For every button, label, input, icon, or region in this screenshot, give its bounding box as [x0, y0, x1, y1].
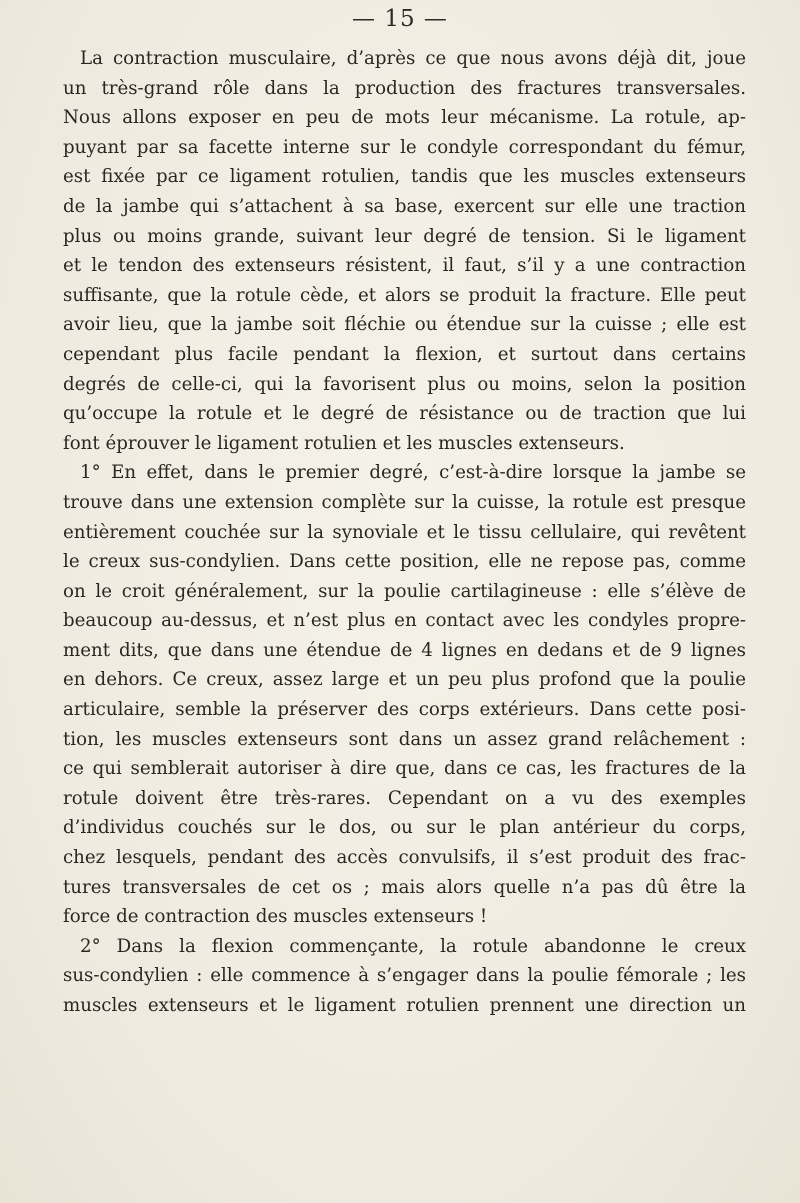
text-line: Nous allons exposer en peu de mots leur mécanisme. La rotule, ap- [63, 107, 746, 129]
text-line: avoir lieu, que la jambe soit fléchie ou étendue sur la cuisse ; elle est [63, 314, 746, 336]
page-number: — 15 — [352, 6, 448, 32]
text-line: chez lesquels, pendant des accès convulsifs, il s’est produit des frac- [63, 847, 746, 869]
text-line: force de contraction des muscles extenseurs ! [63, 906, 488, 928]
body-text [63, 44, 746, 1021]
text-line: La contraction musculaire, d’après ce que nous avons déjà dit, joue [80, 48, 746, 69]
text-line: ce qui semblerait autoriser à dire que, dans ce cas, les fractures de la [63, 758, 746, 780]
text-line: de la jambe qui s’attachent à sa base, exercent sur elle une traction [63, 195, 746, 217]
text-line: muscles extenseurs et le ligament rotulien prennent une direction un [63, 995, 746, 1016]
text-line: tures transversales de cet os ; mais alors quelle n’a pas dû être la [63, 876, 746, 898]
text-line: cependant plus facile pendant la flexion, et surtout dans certains [63, 343, 746, 365]
text-line: et le tendon des extenseurs résistent, il faut, s’il y a une contraction [63, 255, 746, 277]
text-line: ment dits, que dans une étendue de 4 lignes en dedans et de 9 lignes [63, 639, 746, 661]
text-line: entièrement couchée sur la synoviale et le tissu cellulaire, qui revêtent [63, 521, 746, 543]
text-line: qu’occupe la rotule et le degré de résistance ou de traction que lui [63, 403, 746, 425]
text-line: le creux sus-condylien. Dans cette position, elle ne repose pas, comme [63, 551, 746, 573]
text-line: en dehors. Ce creux, assez large et un peu plus profond que la poulie [63, 669, 746, 691]
text-line: 1° En effet, dans le premier degré, c’est-à-dire lorsque la jambe se [80, 462, 746, 484]
text-line: d’individus couchés sur le dos, ou sur le plan antérieur du corps, [63, 817, 746, 839]
text-line: beaucoup au-dessus, et n’est plus en contact avec les condyles propre- [63, 610, 746, 632]
text-line: on le croit généralement, sur la poulie cartilagineuse : elle s’élève de [63, 580, 746, 602]
text-line: puyant par sa facette interne sur le condyle correspondant du fémur, [63, 136, 746, 158]
text-line: trouve dans une extension complète sur la cuisse, la rotule est presque [63, 491, 746, 513]
text-line: un très-grand rôle dans la production des fractures transversales. [63, 77, 746, 99]
text-line: suffisante, que la rotule cède, et alors se produit la fracture. Elle peut [63, 284, 746, 306]
text-line: plus ou moins grande, suivant leur degré de tension. Si le ligament [63, 225, 746, 247]
text-line: rotule doivent être très-rares. Cependant on a vu des exemples [63, 787, 746, 809]
text-line: degrés de celle-ci, qui la favorisent plus ou moins, selon la position [63, 373, 746, 395]
text-line: est fixée par ce ligament rotulien, tandis que les muscles extenseurs [63, 166, 746, 188]
text-line: articulaire, semble la préserver des corps extérieurs. Dans cette posi- [63, 699, 746, 721]
text-line: tion, les muscles extenseurs sont dans un assez grand relâchement : [63, 728, 746, 750]
text-line: font éprouver le ligament rotulien et les muscles extenseurs. [63, 432, 625, 454]
text-line: 2° Dans la flexion commençante, la rotule abandonne le creux [80, 935, 746, 957]
text-line: sus-condylien : elle commence à s’engager dans la poulie fémorale ; les [63, 965, 746, 987]
